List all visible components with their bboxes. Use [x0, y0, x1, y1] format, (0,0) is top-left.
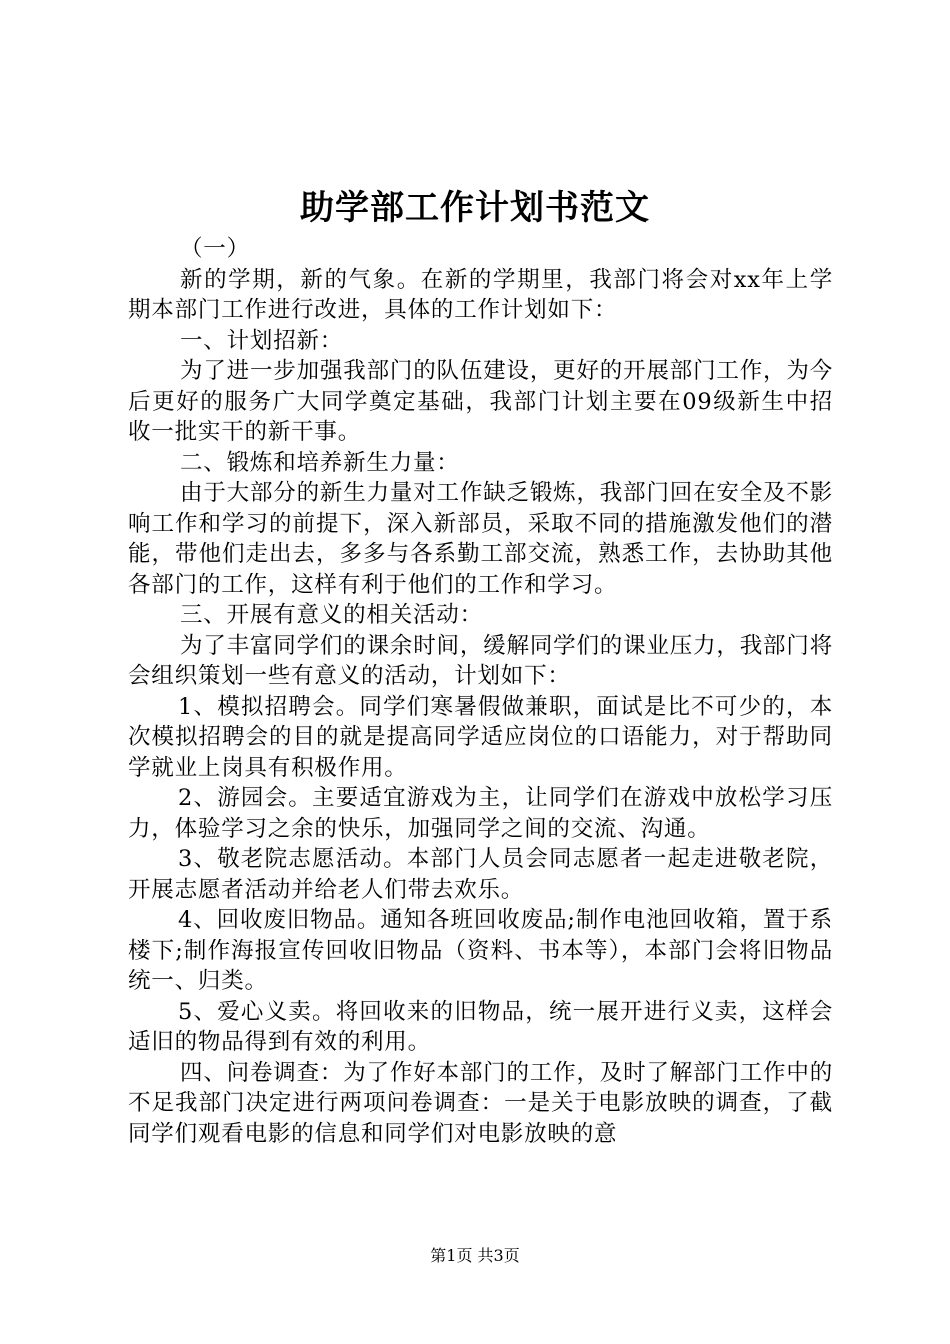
heading-activities: 三、开展有意义的相关活动： [180, 602, 483, 628]
list-item-recycling: 4、回收废旧物品。通知各班回收废品;制作电池回收箱，置于系楼下;制作海报宣传回收旧物品（资料、书本等），本部门会将旧物品统一、归类。 [128, 907, 833, 994]
paragraph-activities: 为了丰富同学们的课余时间，缓解同学们的课业压力，我部门将会组织策划一些有意义的活动，计划如下： [128, 632, 833, 689]
document-body [128, 234, 833, 1149]
paragraph-survey: 四、问卷调查：为了作好本部门的工作，及时了解部门工作中的不足我部门决定进行两项问卷调查：一是关于电影放映的调查，了截同学们观看电影的信息和同学们对电影放映的意 [128, 1059, 833, 1147]
paragraph-intro: 新的学期，新的气象。在新的学期里，我部门将会对xx年上学期本部门工作进行改进，具体的工作计划如下： [128, 266, 833, 323]
document-title: 助学部工作计划书范文 [300, 188, 650, 228]
heading-recruitment: 一、计划招新： [180, 327, 344, 354]
paragraph-training: 由于大部分的新生力量对工作缺乏锻炼，我部门回在安全及不影响工作和学习的前提下，深入新部员，采取不同的措施激发他们的潜能，带他们走出去，多多与各系勤工部交流，熟悉工作，去协助其他各部门的工作，这样有利于他们的工作和学习。 [128, 480, 833, 598]
list-item-charity-sale: 5、爱心义卖。将回收来的旧物品，统一展开进行义卖，这样会适旧的物品得到有效的利用。 [128, 998, 833, 1055]
list-item-garden-party: 2、游园会。主要适宜游戏为主，让同学们在游戏中放松学习压力，体验学习之余的快乐，加强同学之间的交流、沟通。 [128, 785, 833, 842]
list-item-job-fair: 1、模拟招聘会。同学们寒暑假做兼职，面试是比不可少的，本次模拟招聘会的目的就是提高同学适应岗位的口语能力，对于帮助同学就业上岗具有积极作用。 [128, 693, 833, 781]
list-item-nursing-home: 3、敬老院志愿活动。本部门人员会同志愿者一起走进敬老院，开展志愿者活动并给老人们带去欢乐。 [128, 846, 833, 903]
paragraph-recruitment: 为了进一步加强我部门的队伍建设，更好的开展部门工作，为今后更好的服务广大同学奠定基础，我部门计划主要在09级新生中招收一批实干的新干事。 [128, 358, 833, 445]
page-number-footer: 第1页 共3页 [430, 1246, 520, 1265]
heading-training: 二、锻炼和培养新生力量： [180, 449, 460, 476]
section-marker: （一） [180, 236, 250, 262]
